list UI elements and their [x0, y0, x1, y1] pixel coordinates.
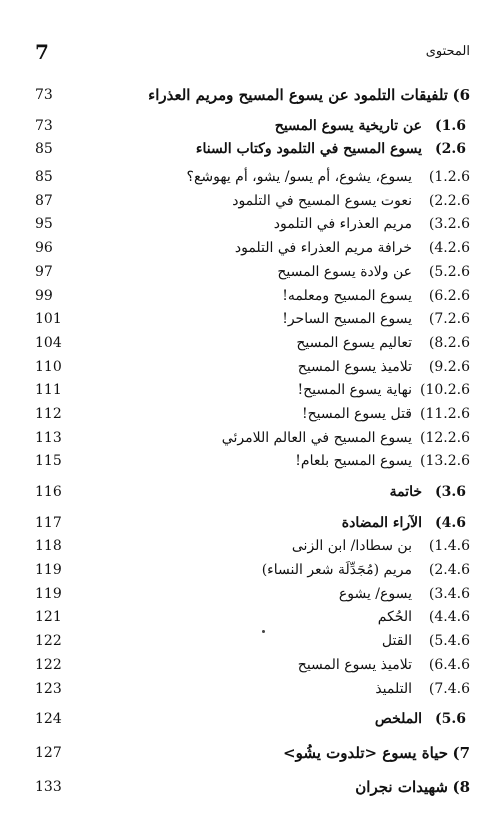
page-number: 7 — [35, 40, 49, 64]
toc-entry-title: يسوع المسيح في التلمود وكتاب السناء — [195, 141, 422, 158]
toc-entry-number: 2.4.6) — [428, 562, 470, 579]
toc-entry-page: 112 — [35, 405, 62, 422]
toc-entry-number: 11.2.6) — [420, 405, 470, 422]
toc-entry-page: 104 — [35, 334, 62, 351]
running-head: المحتوى — [425, 44, 470, 59]
toc-entry-number: 4.4.6) — [428, 609, 470, 626]
toc-entry-number: 2.6) — [435, 141, 466, 158]
toc-entry — [35, 742, 470, 766]
toc-entry — [35, 776, 470, 800]
toc-entry-page: 119 — [35, 585, 62, 602]
toc-entry-number: 1.4.6) — [428, 538, 470, 555]
toc-entry-page: 73 — [35, 117, 53, 134]
toc-entry-title: يسوع المسيح بلعام! — [295, 453, 412, 470]
toc-entry-title: يسوع المسيح ومعلمه! — [282, 287, 412, 304]
toc-entry-number: 5.4.6) — [428, 633, 470, 650]
toc-entry-title: عن ولادة يسوع المسيح — [277, 263, 412, 280]
toc-entry-page: 73 — [35, 87, 53, 103]
toc-entry — [35, 138, 470, 162]
toc-entry — [35, 583, 470, 607]
toc-entry-number: 13.2.6) — [420, 453, 470, 470]
toc-entry-page: 113 — [35, 429, 62, 446]
toc-entry-page: 115 — [35, 453, 62, 470]
toc-entry-number: 4.6) — [435, 514, 466, 531]
toc-entry — [35, 308, 470, 332]
toc-entry-page: 133 — [35, 778, 62, 795]
toc-entry — [35, 285, 470, 309]
toc-entry-page: 87 — [35, 192, 53, 209]
toc-entry-title: عن تاريخية يسوع المسيح — [274, 117, 422, 134]
toc-entry — [35, 481, 470, 505]
toc-entry-number: 6) — [452, 86, 470, 104]
toc-entry-page: 118 — [35, 538, 62, 555]
toc-entry-title: الملخص — [374, 711, 422, 728]
toc-entry-number: 1.2.6) — [428, 169, 470, 186]
toc-entry-page: 121 — [35, 609, 62, 626]
toc-entry-number: 8) — [452, 777, 470, 796]
toc-entry-title: حياة يسوع <تلدوت يشُو> — [283, 743, 448, 762]
toc-entry-title: خاتمة — [389, 484, 422, 500]
toc-entry-title: تعاليم يسوع المسيح — [296, 334, 412, 351]
toc-entry-title: تلفيقات التلمود عن يسوع المسيح ومريم العذراء — [148, 86, 448, 104]
toc-entry-page: 111 — [35, 382, 62, 399]
toc-entry — [35, 678, 470, 702]
toc-entry-page: 123 — [35, 680, 62, 697]
toc-entry-number: 5.2.6) — [428, 263, 470, 280]
toc-entry-title: نعوت يسوع المسيح في التلمود — [232, 192, 412, 209]
toc-entry-number: 9.2.6) — [428, 358, 470, 375]
toc-entry — [35, 379, 470, 403]
toc-entry — [35, 450, 470, 474]
toc-entry — [35, 512, 470, 536]
toc-entry — [35, 356, 470, 380]
toc-entry-number: 2.2.6) — [428, 192, 470, 209]
toc-entry-number: 10.2.6) — [420, 382, 470, 399]
toc-entry-page: 122 — [35, 656, 62, 673]
toc-entry — [35, 115, 470, 139]
toc-entry-number: 12.2.6) — [420, 429, 470, 446]
toc-entry — [35, 166, 470, 190]
toc-entry-number: 6.4.6) — [428, 656, 470, 673]
toc-entry-page: 117 — [35, 514, 62, 531]
toc-entry-title: يسوع المسيح في العالم اللامرئي — [221, 429, 412, 446]
toc-entry — [35, 708, 470, 732]
page-header — [35, 40, 470, 64]
toc-entry — [35, 403, 470, 427]
toc-entry-number: 6.2.6) — [428, 287, 470, 304]
toc-entry — [35, 606, 470, 630]
toc-entry-page: 97 — [35, 263, 53, 280]
toc-entry-page: 95 — [35, 216, 53, 233]
toc-entry-number: 7) — [452, 743, 470, 762]
toc-entry — [35, 190, 470, 214]
toc-entry-title: تلاميذ يسوع المسيح — [297, 358, 412, 375]
toc-entry-title: قتل يسوع المسيح! — [301, 405, 412, 422]
toc-entry-title: مريم (مُجَدِّلَة شعر النساء) — [261, 562, 412, 579]
toc-entry-page: 99 — [35, 287, 53, 304]
toc-entry — [35, 559, 470, 583]
toc-entry-number: 8.2.6) — [428, 334, 470, 351]
toc-entry-title: الآراء المضادة — [341, 514, 422, 531]
toc-entry-title: التلميذ — [375, 680, 412, 697]
toc-entry — [35, 427, 470, 451]
toc-entry-title: نهاية يسوع المسيح! — [297, 382, 412, 399]
toc-entry-page: 124 — [35, 711, 62, 728]
toc-entry-title: تلاميذ يسوع المسيح — [297, 656, 412, 673]
toc-entry-number: 7.2.6) — [428, 311, 470, 328]
toc-entry-number: 3.2.6) — [428, 216, 470, 233]
toc-entry-title: يسوع المسيح الساحر! — [282, 311, 412, 328]
toc-entry-title: بن سطادا/ ابن الزنى — [291, 538, 412, 555]
toc-entry — [35, 237, 470, 261]
toc-entry-page: 110 — [35, 358, 62, 375]
toc-entry-title: يسوع/ يشوع — [338, 585, 412, 602]
toc-entry — [35, 654, 470, 678]
toc-entry-title: شهيدات نجران — [355, 777, 448, 796]
toc-entry — [35, 630, 470, 654]
toc-entry-title: الحُكم — [377, 609, 412, 626]
toc-entry — [35, 261, 470, 285]
toc-entry-page: 96 — [35, 240, 53, 257]
toc-entry-title: مريم العذراء في التلمود — [273, 216, 412, 233]
print-speck — [262, 630, 265, 633]
toc-entry-page: 85 — [35, 141, 53, 158]
toc-entry-number: 5.6) — [435, 711, 466, 728]
toc-entry — [35, 332, 470, 356]
toc-entry-page: 85 — [35, 169, 53, 186]
toc-entry-number: 1.6) — [435, 117, 466, 134]
toc-entry-number: 7.4.6) — [428, 680, 470, 697]
toc-entry-page: 101 — [35, 311, 62, 328]
table-of-contents — [35, 84, 470, 799]
toc-entry-number: 4.2.6) — [428, 240, 470, 257]
toc-entry — [35, 535, 470, 559]
toc-entry-page: 127 — [35, 744, 62, 761]
toc-entry-title: خرافة مريم العذراء في التلمود — [234, 240, 412, 257]
toc-entry-number: 3.4.6) — [428, 585, 470, 602]
toc-entry-title: القتل — [381, 633, 412, 650]
toc-entry — [35, 84, 470, 108]
toc-entry-page: 119 — [35, 562, 62, 579]
toc-entry — [35, 213, 470, 237]
toc-entry-number: 3.6) — [435, 484, 466, 500]
toc-entry-page: 116 — [35, 484, 62, 500]
toc-entry-title: يسوع، يشوع، أم يسو/ يشو، أم يهوشع؟ — [186, 169, 412, 186]
toc-entry-page: 122 — [35, 633, 62, 650]
